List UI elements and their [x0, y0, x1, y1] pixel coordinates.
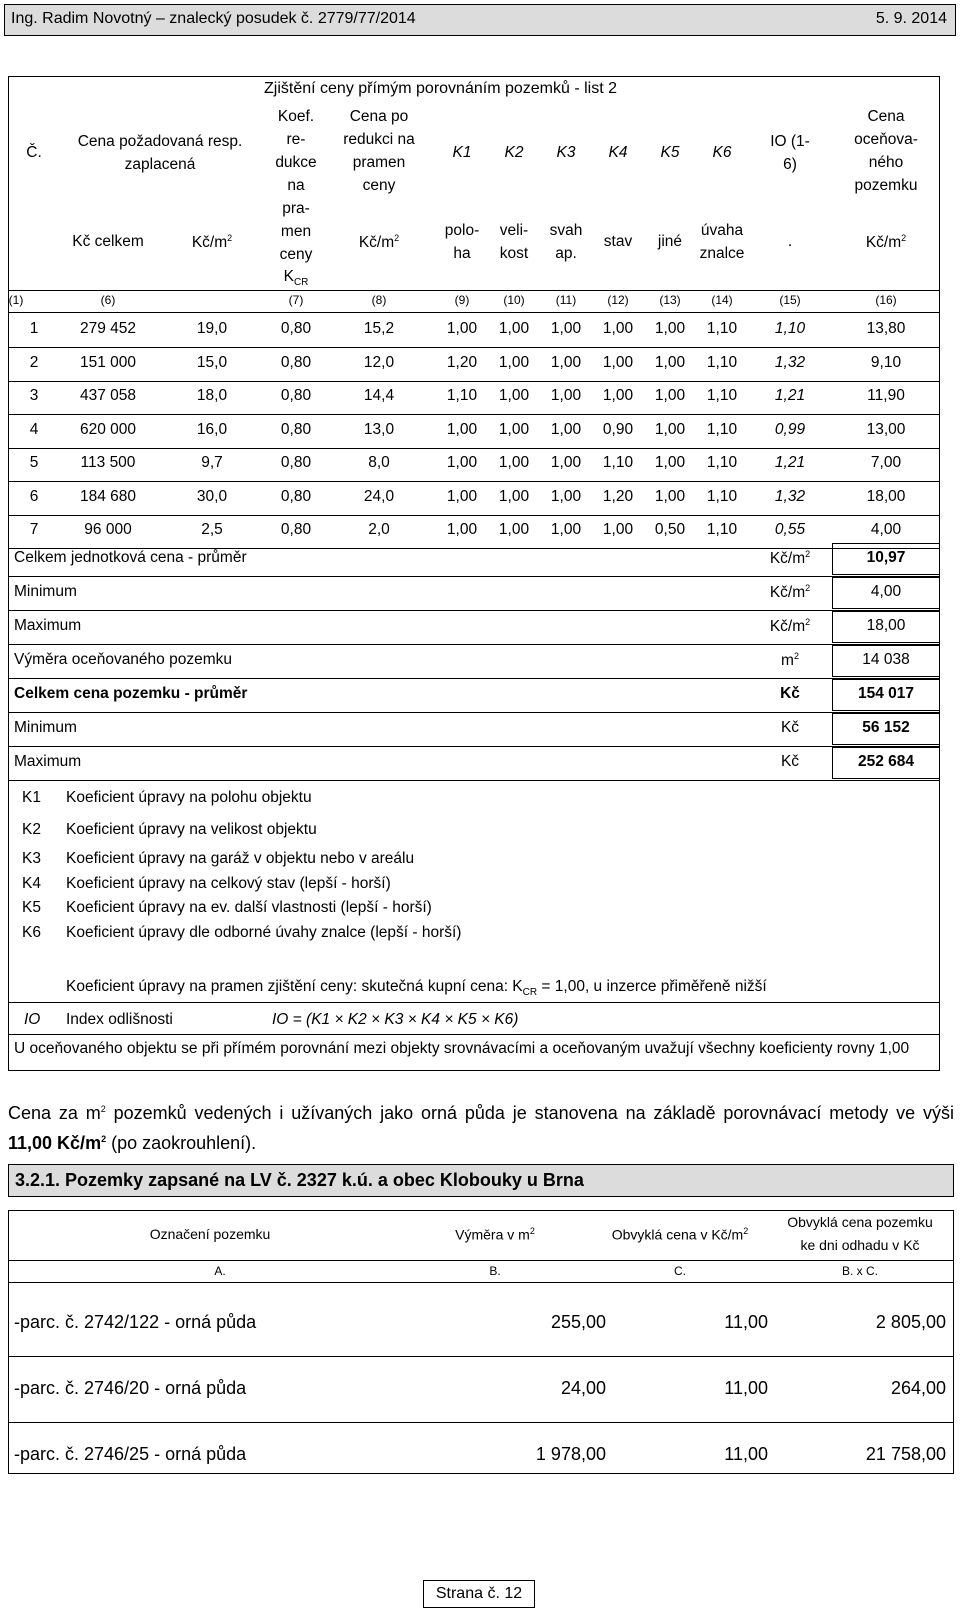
- summary-value: 154 017: [857, 685, 915, 702]
- header-k1: K1: [452, 144, 472, 161]
- table-cell: 1,00: [498, 521, 530, 538]
- summary-value-box: [832, 543, 940, 575]
- header-col-value: oceňova-: [854, 131, 918, 148]
- table-cell: 13,80: [866, 320, 906, 337]
- table-cell: 0,80: [280, 454, 312, 471]
- table-cell: 1,00: [550, 487, 582, 505]
- table-cell: 1,00: [498, 454, 530, 471]
- table-cell: 279 452: [79, 320, 137, 337]
- table-cell: 0,50: [654, 521, 686, 538]
- table-cell: 1,20: [602, 487, 634, 505]
- io-label: IO: [24, 1011, 41, 1028]
- row-divider: [8, 1422, 954, 1423]
- summary-value-box: [832, 679, 940, 711]
- summary-unit: $Kč/m^2$: [769, 617, 811, 636]
- header-col-koef: men: [280, 223, 312, 240]
- header-col-koef: Koef.: [277, 108, 315, 125]
- header-kcm2: $Kč/m^2$: [191, 233, 233, 252]
- header-col-number: Č.: [26, 144, 42, 161]
- table-cell: 0,90: [602, 420, 634, 438]
- header-k6: K6: [712, 144, 732, 161]
- table-cell: 1,00: [550, 353, 582, 371]
- table-cell: 1,00: [498, 320, 530, 337]
- summary-unit: $Kč/m^2$: [769, 549, 811, 568]
- table-footnote: U oceňovaného objektu se při přímém porovnání mezi objekty srovnávacími a oceňovaným uvažují všechny koeficienty rovny 1,00: [14, 1040, 910, 1057]
- header-sub-k6: znalce: [699, 245, 745, 262]
- header-col-value: pozemku: [854, 177, 918, 194]
- section-title: 3.2.1. Pozemky zapsané na LV č. 2327 k.ú. a obec Klobouky u Brna: [15, 1170, 584, 1190]
- summary-value: 4,00: [870, 583, 902, 600]
- summary-divider: [8, 576, 940, 577]
- table-cell: 1,00: [446, 454, 478, 471]
- summary-divider: [8, 644, 940, 645]
- summary-label: Celkem jednotková cena - průměr: [14, 549, 247, 566]
- column-number: (10): [503, 293, 525, 307]
- column-number: (7): [288, 293, 304, 307]
- parcel-header-name: Označení pozemku: [149, 1226, 271, 1242]
- header-date: 5. 9. 2014: [875, 10, 947, 27]
- parcel-subheader: B.: [489, 1264, 501, 1278]
- header-col-price: zaplacená: [124, 156, 196, 173]
- table-cell: 9,7: [201, 454, 223, 471]
- price-paragraph: Cena za $m^2$ pozemků vedených i užívaných jako orná půda je stanovena na základě porovnávací metody ve výši 11,00 $Kč/m^2$ (po zaokrouhlení).: [8, 1103, 954, 1153]
- legend-key: K1: [22, 789, 41, 806]
- summary-unit: Kč: [780, 719, 800, 736]
- header-sub-k6: úvaha: [700, 222, 744, 239]
- parcel-price: 11,00: [724, 1378, 768, 1398]
- table-cell: 1,00: [550, 521, 582, 538]
- page-header: [4, 4, 956, 36]
- header-k2: K2: [504, 144, 524, 161]
- parcel-header-area: Výměra v $m^2$: [455, 1226, 535, 1243]
- summary-unit: $m^2$: [781, 651, 799, 670]
- table-cell: 0,80: [280, 353, 312, 371]
- parcel-total: 264,00: [890, 1378, 946, 1398]
- table-cell: 15,0: [196, 353, 228, 371]
- legend-text: Koeficient úpravy na ev. další vlastnosti (lepší - horší): [66, 899, 432, 916]
- column-number: (11): [555, 293, 577, 307]
- parcel-area: 1 978,00: [535, 1444, 606, 1464]
- table-cell: 0,80: [280, 420, 312, 438]
- column-number: (14): [711, 293, 733, 307]
- table-cell: 0,55: [774, 521, 806, 538]
- table-cell: 19,0: [196, 320, 228, 337]
- summary-value-box: [832, 747, 940, 779]
- summary-value: 18,00: [866, 617, 906, 634]
- table-cell: 151 000: [79, 353, 137, 371]
- legend-text: Koeficient úpravy na garáž v objektu nebo v areálu: [66, 850, 415, 867]
- table-cell: 1,10: [706, 387, 738, 404]
- table-cell: 0,80: [280, 320, 312, 337]
- divider: [8, 1260, 954, 1261]
- summary-unit: Kč: [780, 753, 800, 770]
- table-cell: 1,00: [498, 420, 530, 438]
- table-cell: 1,00: [654, 454, 686, 471]
- divider: [8, 1034, 940, 1035]
- table-title: Zjištění ceny přímým porovnáním pozemků - list 2: [264, 80, 618, 97]
- table-cell: 4: [29, 420, 39, 438]
- table-cell: 30,0: [196, 487, 228, 505]
- table-cell: 1: [29, 320, 39, 337]
- parcel-subheader: C.: [674, 1264, 686, 1278]
- summary-unit: Kč: [780, 685, 800, 702]
- summary-label: Celkem cena pozemku - průměr: [14, 685, 248, 702]
- header-k3: K3: [556, 144, 576, 161]
- header-col-value: ného: [868, 154, 904, 171]
- table-cell: 2,0: [368, 521, 390, 538]
- column-number: (1): [8, 293, 24, 307]
- header-col-koef: ceny: [279, 246, 313, 263]
- table-cell: 96 000: [84, 521, 132, 538]
- summary-value: 56 152: [862, 719, 910, 736]
- table-cell: 0,80: [280, 387, 312, 404]
- table-cell: 1,00: [550, 454, 582, 471]
- table-cell: 1,10: [774, 320, 806, 337]
- header-col-reduced-price: redukci na: [343, 131, 415, 148]
- parcel-header-total-1: Obvyklá cena pozemku: [787, 1214, 933, 1230]
- table-cell: 1,00: [654, 320, 686, 337]
- parcel-total: 2 805,00: [875, 1312, 946, 1332]
- header-col-price: Cena požadovaná resp.: [77, 133, 243, 150]
- table-cell: 13,0: [363, 420, 395, 438]
- header-col-koef: na: [287, 177, 305, 194]
- table-cell: 1,10: [706, 320, 738, 337]
- column-number: (13): [659, 293, 681, 307]
- table-cell: 1,20: [446, 353, 478, 371]
- header-sub-k2: kost: [499, 245, 529, 262]
- header-sub-k5: jiné: [657, 233, 683, 250]
- table-cell: 1,10: [706, 521, 738, 538]
- table-cell: 1,00: [654, 420, 686, 438]
- summary-value: 10,97: [866, 549, 906, 566]
- row-divider: [8, 448, 940, 449]
- table-cell: 24,0: [363, 487, 395, 505]
- table-cell: 18,00: [866, 487, 906, 505]
- table-cell: 1,00: [446, 521, 478, 538]
- header-sub-k1: polo-: [444, 222, 480, 239]
- table-cell: 1,10: [706, 353, 738, 371]
- header-col-io: 6): [783, 156, 797, 173]
- column-number: (8): [371, 293, 387, 307]
- parcel-subheader: A.: [214, 1264, 226, 1278]
- table-cell: 18,0: [196, 387, 228, 404]
- header-kcm2-value: $Kč/m^2$: [865, 233, 907, 252]
- table-cell: 1,00: [550, 387, 582, 404]
- row-divider: [8, 481, 940, 482]
- table-cell: 1,00: [602, 521, 634, 538]
- header-col-koef: re-: [286, 131, 306, 148]
- io-formula: IO = (K1 × K2 × K3 × K4 × K5 × K6): [272, 1011, 519, 1028]
- table-cell: 7: [29, 521, 39, 538]
- table-cell: 1,00: [550, 420, 582, 438]
- header-sub-k1: ha: [453, 245, 471, 262]
- column-number: (6): [100, 293, 116, 307]
- parcel-name: -parc. č. 2746/20 - orná půda: [14, 1378, 247, 1398]
- header-kcm2-reduced: $Kč/m^2$: [358, 233, 400, 252]
- parcel-name: -parc. č. 2742/122 - orná půda: [14, 1312, 257, 1332]
- summary-divider: [8, 746, 940, 747]
- parcel-total: 21 758,00: [865, 1444, 946, 1464]
- summary-unit: $Kč/m^2$: [769, 583, 811, 602]
- parcel-area: 24,00: [560, 1378, 606, 1398]
- table-cell: 1,32: [774, 487, 806, 505]
- legend-key: K2: [22, 821, 41, 838]
- table-cell: 437 058: [79, 387, 137, 404]
- table-cell: 7,00: [870, 454, 902, 471]
- table-cell: 3: [29, 387, 39, 404]
- summary-divider: [8, 780, 940, 781]
- table-cell: 2: [29, 353, 39, 371]
- header-col-reduced-price: pramen: [352, 154, 406, 171]
- table-cell: 16,0: [196, 420, 228, 438]
- legend-key: K4: [22, 875, 41, 892]
- divider: [8, 312, 940, 313]
- summary-value-box: [832, 645, 940, 677]
- table-cell: 15,2: [363, 320, 395, 337]
- table-cell: 1,00: [654, 487, 686, 505]
- header-col-koef: dukce: [275, 154, 317, 171]
- row-divider: [8, 515, 940, 516]
- parcel-price: 11,00: [724, 1312, 768, 1332]
- column-number: (12): [607, 293, 629, 307]
- legend-key: K3: [22, 850, 41, 867]
- header-kc-total: Kč celkem: [72, 233, 144, 250]
- header-left: Ing. Radim Novotný – znalecký posudek č. 2779/77/2014: [11, 10, 416, 27]
- divider: [8, 290, 940, 291]
- table-cell: 1,10: [706, 454, 738, 471]
- table-cell: 1,00: [446, 320, 478, 337]
- summary-divider: [8, 678, 940, 679]
- summary-value-box: [832, 611, 940, 643]
- table-cell: 6: [29, 487, 39, 505]
- header-sub-k3: ap.: [555, 245, 577, 262]
- table-cell: 4,00: [870, 521, 902, 538]
- table-cell: 1,21: [774, 454, 806, 471]
- table-cell: 1,00: [654, 353, 686, 371]
- table-cell: 0,80: [280, 521, 312, 538]
- divider: [8, 1002, 940, 1003]
- header-kcr: $K_{CR}$: [283, 268, 309, 289]
- parcel-header-price: Obvyklá cena v $Kč/m^2$: [611, 1226, 749, 1243]
- divider: [8, 1282, 954, 1283]
- legend-key: K6: [22, 924, 41, 941]
- table-cell: 13,00: [866, 420, 906, 438]
- summary-divider: [8, 610, 940, 611]
- row-divider: [8, 347, 940, 348]
- parcel-area: 255,00: [550, 1312, 606, 1332]
- table-cell: 1,10: [706, 487, 738, 505]
- table-cell: 1,00: [498, 353, 530, 371]
- column-number: (9): [454, 293, 470, 307]
- row-divider: [8, 381, 940, 382]
- io-text: Index odlišnosti: [66, 1011, 173, 1028]
- table-cell: 14,4: [363, 387, 395, 404]
- summary-label: Minimum: [14, 719, 77, 736]
- table-cell: 1,21: [774, 387, 806, 404]
- table-cell: 0,99: [774, 420, 806, 438]
- table-cell: 5: [29, 454, 39, 471]
- page-number: Strana č. 12: [423, 1580, 535, 1608]
- table-cell: 1,32: [774, 353, 806, 371]
- legend-text: Koeficient úpravy dle odborné úvahy znalce (lepší - horší): [66, 924, 462, 941]
- table-cell: 0,80: [280, 487, 312, 505]
- summary-value: 252 684: [857, 753, 915, 770]
- summary-value-box: [832, 577, 940, 609]
- summary-value: 14 038: [862, 651, 910, 668]
- parcel-price: 11,00: [724, 1444, 768, 1464]
- table-cell: 1,00: [654, 387, 686, 404]
- header-col-reduced-price: ceny: [362, 177, 396, 194]
- table-cell: 2,5: [201, 521, 223, 538]
- header-k5: K5: [660, 144, 680, 161]
- parcel-header-total-2: ke dni odhadu v Kč: [800, 1237, 920, 1253]
- parcel-subheader: B. x C.: [841, 1264, 878, 1278]
- table-cell: 1,00: [602, 353, 634, 371]
- legend-text: Koeficient úpravy na polohu objektu: [66, 789, 312, 806]
- header-io-dot: .: [787, 233, 793, 250]
- legend-text: Koeficient úpravy na velikost objektu: [66, 821, 317, 838]
- kcr-note: Koeficient úpravy na pramen zjištění ceny: skutečná kupní cena: $K_{CR} = 1,00$, u inzerce přiměřeně nižší: [66, 978, 767, 999]
- row-divider: [8, 414, 940, 415]
- summary-label: Výměra oceňovaného pozemku: [14, 651, 232, 668]
- table-cell: 1,00: [498, 487, 530, 505]
- header-col-reduced-price: Cena po: [349, 108, 409, 125]
- table-cell: 1,00: [602, 320, 634, 337]
- header-k4: K4: [608, 144, 628, 161]
- summary-value-box: [832, 713, 940, 745]
- table-cell: 1,10: [446, 387, 478, 404]
- table-cell: 113 500: [80, 454, 136, 471]
- row-divider: [8, 1356, 954, 1357]
- table-cell: 184 680: [79, 487, 137, 505]
- header-col-value: Cena: [867, 108, 905, 125]
- parcel-name: -parc. č. 2746/25 - orná půda: [14, 1444, 247, 1464]
- table-cell: 1,00: [498, 387, 530, 404]
- table-cell: 1,00: [602, 387, 634, 404]
- summary-label: Maximum: [14, 753, 82, 770]
- table-cell: 1,00: [446, 420, 478, 438]
- section-title-bar: [8, 1164, 954, 1197]
- table-cell: 12,0: [363, 353, 395, 371]
- table-cell: 11,90: [867, 387, 905, 404]
- column-number: (15): [779, 293, 801, 307]
- legend-text: Koeficient úpravy na celkový stav (lepší - horší): [66, 875, 391, 892]
- table-cell: 8,0: [368, 454, 390, 471]
- summary-divider: [8, 712, 940, 713]
- header-col-koef: pra-: [282, 200, 310, 217]
- table-cell: 1,00: [550, 320, 582, 337]
- summary-label: Minimum: [14, 583, 77, 600]
- table-cell: 1,10: [706, 420, 738, 438]
- header-col-io: IO (1-: [770, 133, 810, 150]
- kcr-sub: CR: [293, 277, 309, 289]
- summary-label: Maximum: [14, 617, 82, 634]
- table-cell: 620 000: [79, 420, 137, 438]
- legend-key: K5: [22, 899, 41, 916]
- header-sub-k4: stav: [603, 233, 633, 250]
- header-sub-k2: veli-: [499, 222, 529, 239]
- table-cell: 9,10: [870, 353, 902, 371]
- table-cell: 1,00: [446, 487, 478, 505]
- table-cell: 1,10: [602, 454, 634, 471]
- column-number: (16): [875, 293, 897, 307]
- header-sub-k3: svah: [549, 222, 583, 239]
